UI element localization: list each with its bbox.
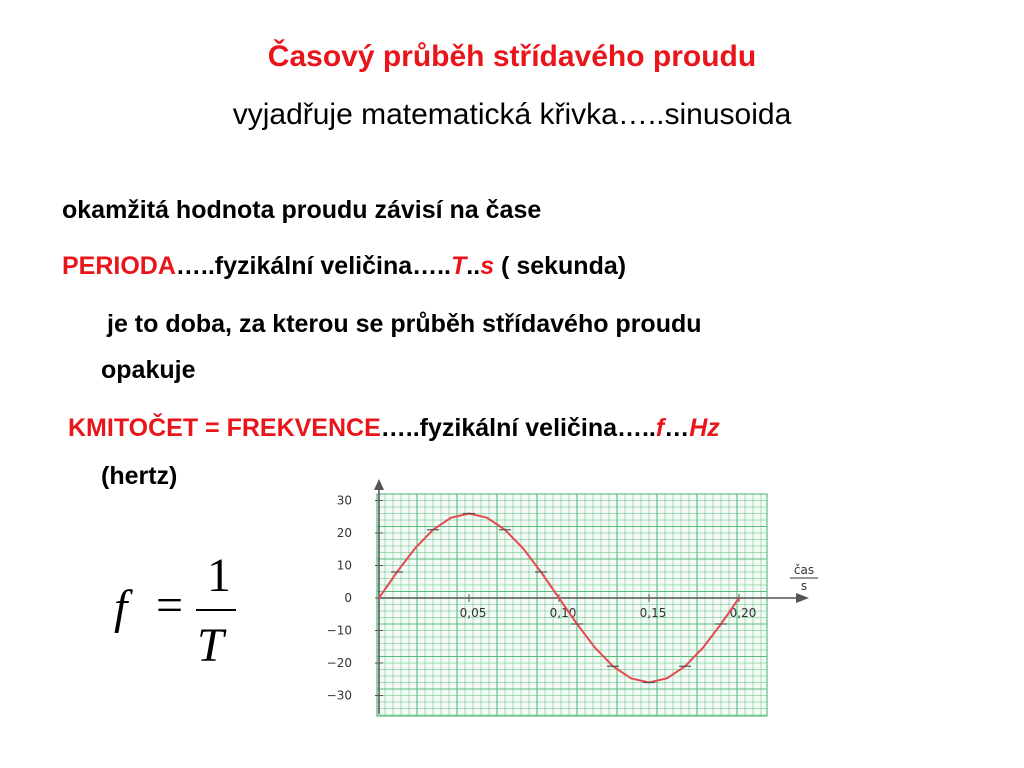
formula-equals: = <box>156 579 184 632</box>
period-symbol: T <box>451 252 467 280</box>
x-tick-label: 0,10 <box>549 606 577 620</box>
period-text: …..fyzikální veličina….. <box>175 252 452 280</box>
x-tick-label: 0,15 <box>639 606 667 620</box>
formula-fraction-bar <box>196 609 236 611</box>
text-line-period <box>62 252 626 281</box>
text-line-period-def-cont: opakuje <box>101 356 196 384</box>
text-line-hertz: (hertz) <box>101 462 178 490</box>
x-axis-unit: s <box>800 579 808 593</box>
sine-chart-svg <box>312 476 832 720</box>
period-label: PERIODA <box>62 252 176 280</box>
text-line-frequency <box>68 414 720 443</box>
frequency-label: KMITOČET = FREKVENCE <box>68 414 381 442</box>
y-tick-label: −30 <box>326 688 352 703</box>
slide-subtitle: vyjadřuje matematická křivka…..sinusoida <box>232 98 792 131</box>
y-tick-label: 0 <box>344 591 352 605</box>
formula-lhs: f <box>114 581 128 634</box>
text-line-time: okamžitá hodnota proudu závisí na čase <box>62 196 542 224</box>
x-axis-arrow <box>796 593 809 603</box>
sine-chart <box>312 476 832 720</box>
y-tick-label: 10 <box>336 558 352 573</box>
y-tick-label: 20 <box>336 526 352 540</box>
period-note: ( sekunda) <box>494 252 627 280</box>
text-line-period-def: je to doba, za kterou se průběh střídavého proudu <box>107 310 702 338</box>
period-sep: .. <box>466 252 481 280</box>
formula-numerator: 1 <box>207 549 231 602</box>
y-tick-label: 30 <box>336 493 352 508</box>
y-tick-label: −10 <box>326 623 352 638</box>
y-axis-arrow <box>374 479 384 490</box>
y-tick-label: −20 <box>326 656 352 670</box>
frequency-unit: Hz <box>689 414 720 442</box>
x-tick-label: 0,05 <box>459 606 487 620</box>
x-axis-label: čas <box>793 563 815 577</box>
x-tick-label: 0,20 <box>729 606 757 620</box>
slide-title: Časový průběh střídavého proudu <box>267 40 757 73</box>
formula-denominator: T <box>197 619 224 672</box>
frequency-text: …..fyzikální veličina….. <box>380 414 656 442</box>
period-unit: s <box>480 252 495 280</box>
frequency-symbol: f <box>655 414 665 442</box>
frequency-sep: … <box>664 414 690 442</box>
